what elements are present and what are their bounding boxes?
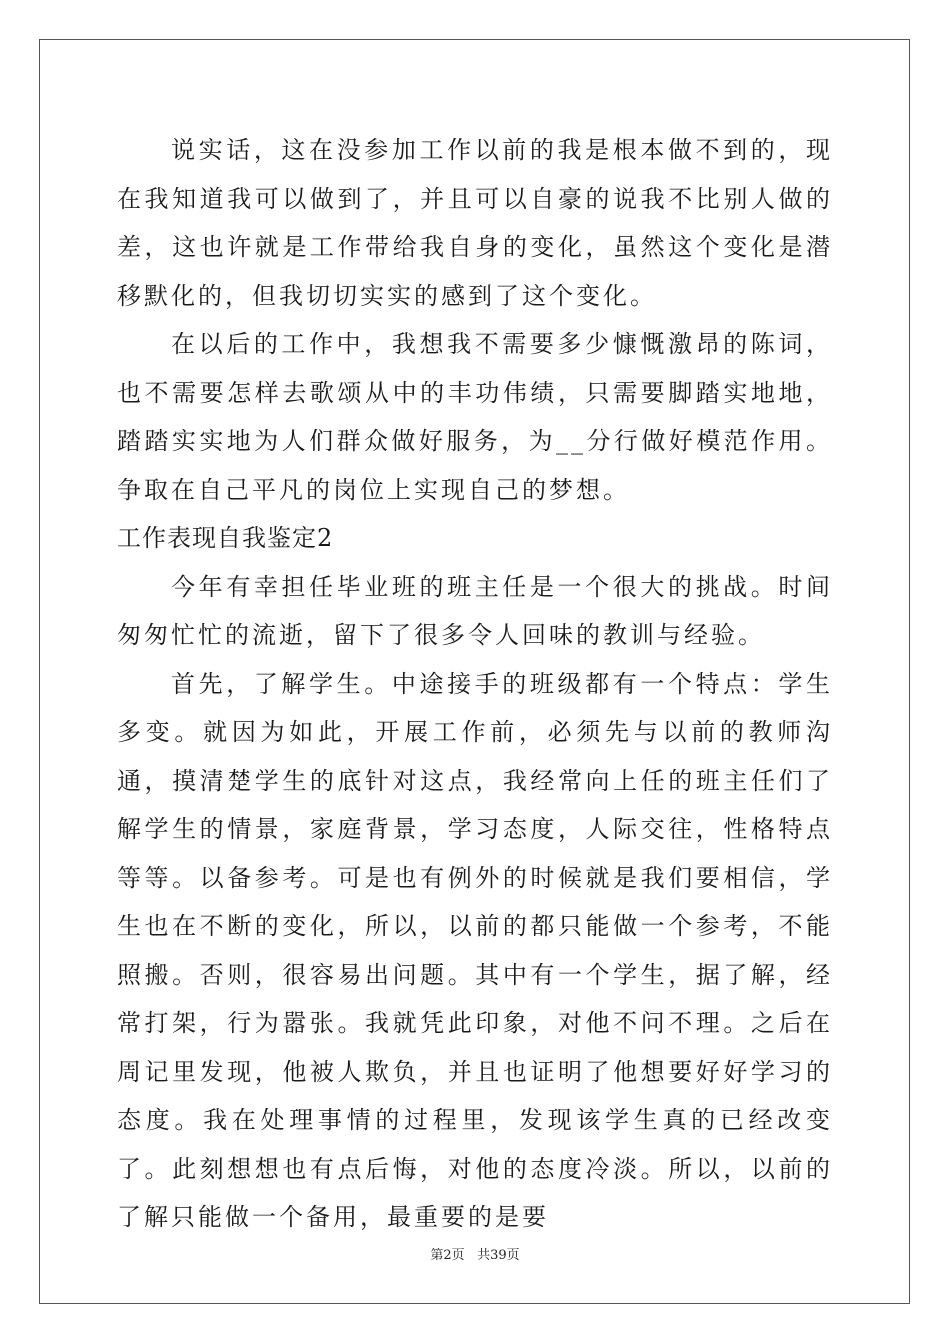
document-body [117,126,833,1242]
page-footer [0,1244,950,1263]
paragraph: 在以后的工作中，我想我不需要多少慷慨激昂的陈词，也不需要怎样去歌颂从中的丰功伟绩，只需要脚踏实地地，踏踏实实地为人们群众做好服务，为__分行做好模范作用。争取在自己平凡的岗位上实现自己的梦想。 [117,330,833,504]
paragraph: 说实话，这在没参加工作以前的我是根本做不到的，现在我知道我可以做到了，并且可以自豪的说我不比别人做的差，这也许就是工作带给我自身的变化，虽然这个变化是潜移默化的，但我切切实实的感到了这个变化。 [117,136,833,310]
section-heading: 工作表现自我鉴定2 [117,524,334,552]
page-number: 第2页 [430,1248,465,1263]
page-total: 共39页 [477,1248,520,1263]
paragraph: 首先，了解学生。中途接手的班级都有一个特点：学生多变。就因为如此，开展工作前，必须先与以前的教师沟通，摸清楚学生的底针对这点，我经常向上任的班主任们了解学生的情景，家庭背景，学习态度，人际交往，性格特点等等。以备参考。可是也有例外的时候就是我们要相信，学生也在不断的变化，所以，以前的都只能做一个参考，不能照搬。否则，很容易出问题。其中有一个学生，据了解，经常打架，行为嚣张。我就凭此印象，对他不问不理。之后在周记里发现，他被人欺负，并且也证明了他想要好好学习的态度。我在处理事情的过程里，发现该学生真的已经改变了。此刻想想也有点后悔，对他的态度冷淡。所以，以前的了解只能做一个备用，最重要的是要 [117,669,833,1231]
paragraph: 今年有幸担任毕业班的班主任是一个很大的挑战。时间匆匆忙忙的流逝，留下了很多令人回味的教训与经验。 [117,572,833,649]
